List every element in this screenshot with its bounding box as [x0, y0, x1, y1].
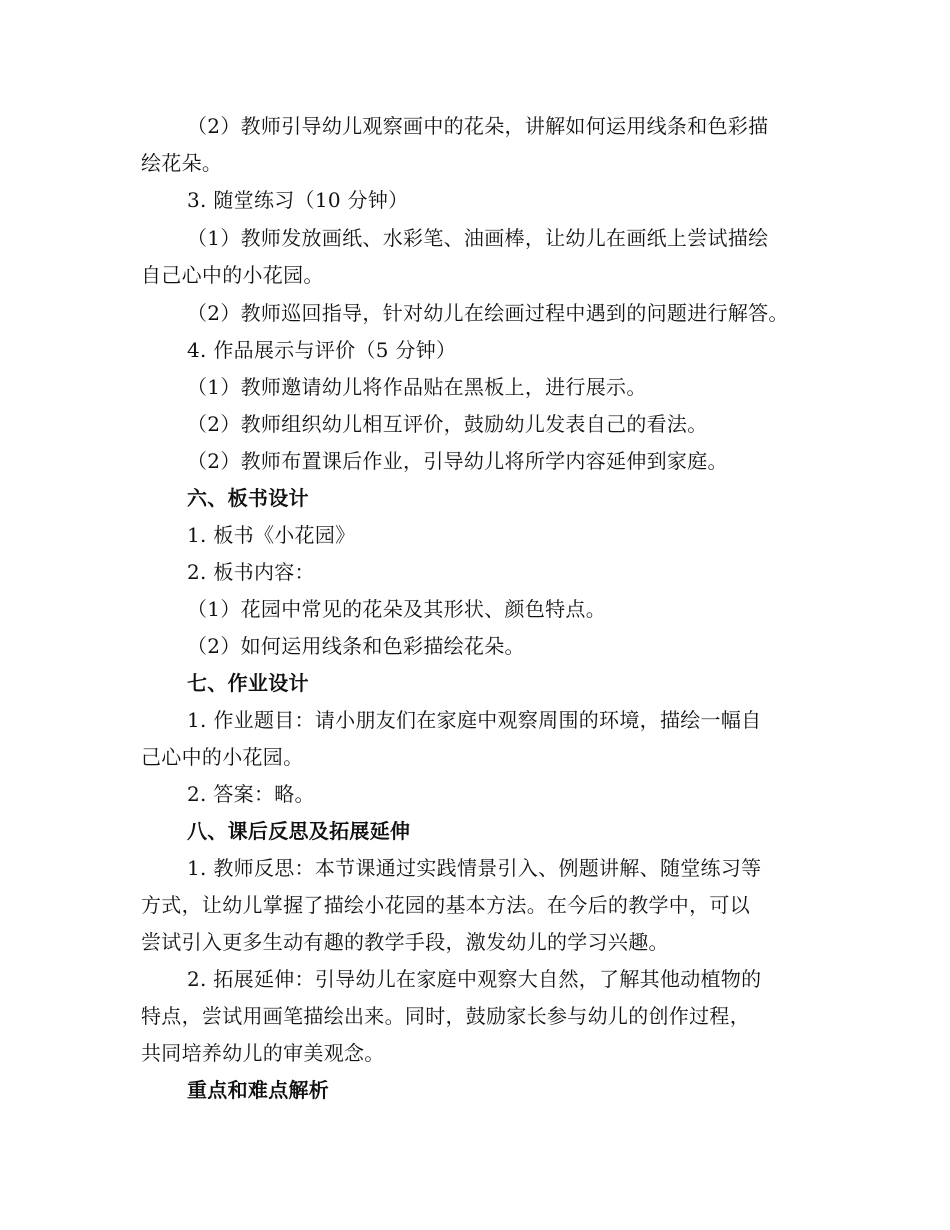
text-line: 共同培养幼儿的审美观念。: [141, 1041, 385, 1065]
text-line: 绘花朵。: [141, 151, 223, 175]
text-line: 己心中的小花园。: [141, 745, 304, 769]
text-line: （2）教师组织幼儿相互评价，鼓励幼儿发表自己的看法。: [187, 412, 708, 436]
section-heading: 六、板书设计: [187, 486, 309, 510]
text-line: 2. 板书内容：: [187, 560, 315, 584]
text-line: 自己心中的小花园。: [141, 263, 324, 287]
section-heading: 八、课后反思及拓展延伸: [187, 819, 411, 843]
text-line: 4. 作品展示与评价（5 分钟）: [187, 338, 457, 362]
text-line: （1）教师发放画纸、水彩笔、油画棒，让幼儿在画纸上尝试描绘: [187, 226, 769, 250]
text-line: 尝试引入更多生动有趣的教学手段，激发幼儿的学习兴趣。: [141, 930, 669, 954]
text-line: 1. 板书《小花园》: [187, 523, 356, 547]
text-line: 1. 教师反思：本节课通过实践情景引入、例题讲解、随堂练习等: [187, 856, 762, 880]
text-line: （2）教师布置课后作业，引导幼儿将所学内容延伸到家庭。: [187, 449, 728, 473]
text-line: 1. 作业题目：请小朋友们在家庭中观察周围的环境，描绘一幅自: [187, 708, 762, 732]
section-heading: 重点和难点解析: [187, 1078, 330, 1102]
text-line: （1）花园中常见的花朵及其形状、颜色特点。: [187, 597, 607, 621]
text-line: 3. 随堂练习（10 分钟）: [187, 188, 409, 212]
text-line: （1）教师邀请幼儿将作品贴在黑板上，进行展示。: [187, 375, 647, 399]
text-line: （2）教师引导幼儿观察画中的花朵，讲解如何运用线条和色彩描: [187, 114, 769, 138]
text-line: 2. 拓展延伸：引导幼儿在家庭中观察大自然，了解其他动植物的: [187, 967, 762, 991]
text-line: 特点，尝试用画笔描绘出来。同时，鼓励家长参与幼儿的创作过程，: [141, 1004, 750, 1028]
text-line: 2. 答案：略。: [187, 782, 315, 806]
text-line: （2）教师巡回指导，针对幼儿在绘画过程中遇到的问题进行解答。: [187, 301, 789, 325]
text-line: （2）如何运用线条和色彩描绘花朵。: [187, 634, 525, 658]
section-heading: 七、作业设计: [187, 671, 309, 695]
text-line: 方式，让幼儿掌握了描绘小花园的基本方法。在今后的教学中，可以: [141, 893, 750, 917]
